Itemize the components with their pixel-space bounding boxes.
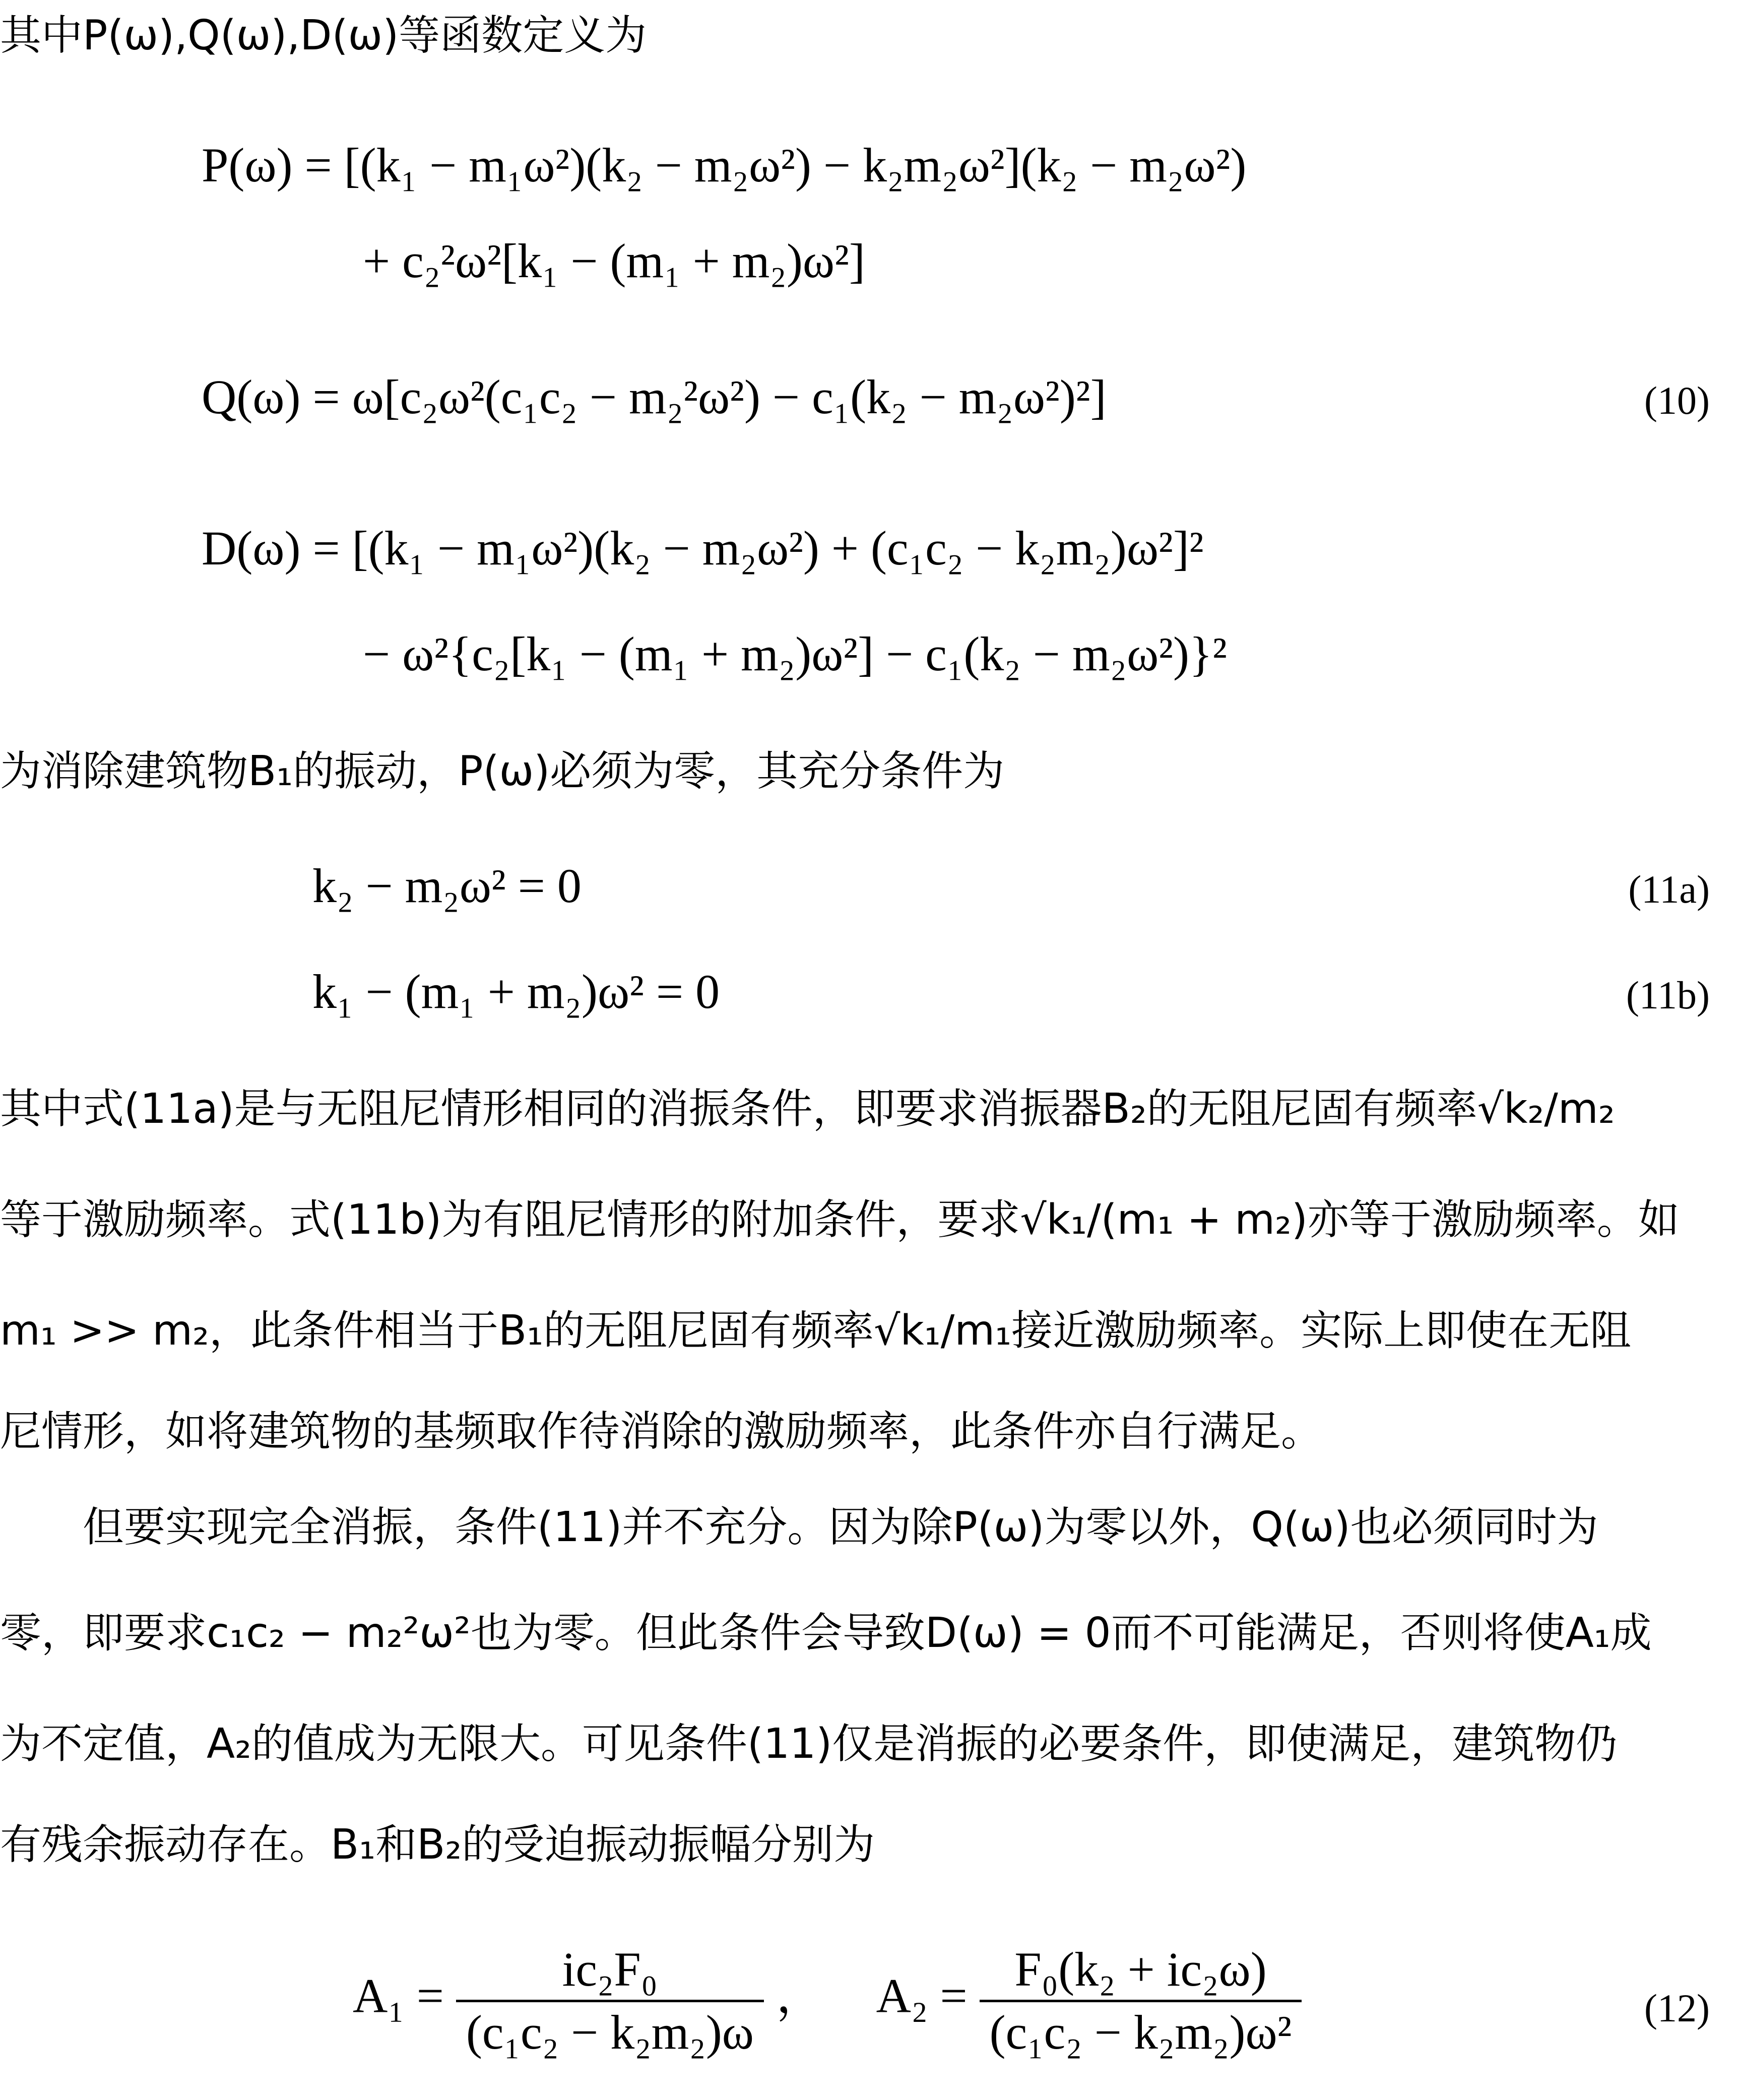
equation-d-line-2: − ω²{c₂[k₁ − (m₁ + m₂)ω²] − c₁(k₂ − m₂ω²)}² <box>363 627 1227 681</box>
paragraph-2-line-4: 有残余振动存在。B₁和B₂的受迫振动振幅分别为 <box>0 1821 875 1869</box>
equation-12-a2-numerator: F₀(k₂ + ic₂ω) <box>980 1945 1302 2002</box>
equation-12-a1-lhs: A₁ = <box>353 1968 444 2023</box>
equation-12-a1-numerator: ic₂F₀ <box>456 1945 764 2002</box>
paragraph-1-line-1: 其中式(11a)是与无阻尼情形相同的消振条件，即要求消振器B₂的无阻尼固有频率√k₂/m₂ <box>0 1085 1615 1133</box>
intro-line: 其中P(ω),Q(ω),D(ω)等函数定义为 <box>0 12 647 59</box>
equation-d-line-1: D(ω) = [(k₁ − m₁ω²)(k₂ − m₂ω²) + (c₁c₂ − k₂m₂)ω²]² <box>202 521 1204 575</box>
equation-12 <box>353 1942 1302 2059</box>
equation-p-line-1: P(ω) = [(k₁ − m₁ω²)(k₂ − m₂ω²) − k₂m₂ω²](k₂ − m₂ω²) <box>202 138 1247 192</box>
equation-12-a2-lhs: A₂ = <box>876 1968 968 2023</box>
equation-number-10: (10) <box>1644 378 1710 422</box>
equation-12-a2-fraction <box>980 1942 1302 2059</box>
equation-number-11a: (11a) <box>1628 867 1710 911</box>
equation-p-line-2: + c₂²ω²[k₁ − (m₁ + m₂)ω²] <box>363 234 865 288</box>
paragraph-1-line-3: m₁ >> m₂，此条件相当于B₁的无阻尼固有频率√k₁/m₁接近激励频率。实际上即使在无阻 <box>0 1307 1632 1355</box>
equation-12-a1-fraction <box>456 1942 764 2059</box>
equation-12-a1-denominator: (c₁c₂ − k₂m₂)ω <box>466 2005 754 2059</box>
paragraph-1-line-4: 尼情形，如将建筑物的基频取作待消除的激励频率，此条件亦自行满足。 <box>0 1408 1323 1455</box>
paragraph-2-line-1: 但要实现完全消振，条件(11)并不充分。因为除P(ω)为零以外，Q(ω)也必须同时为 <box>83 1503 1598 1551</box>
equation-q: Q(ω) = ω[c₂ω²(c₁c₂ − m₂²ω²) − c₁(k₂ − m₂ω²)²] <box>202 370 1107 424</box>
equation-12-separator: ， <box>776 1967 824 2024</box>
paragraph-1-line-2: 等于激励频率。式(11b)为有阻尼情形的附加条件，要求√k₁/(m₁ + m₂)亦等于激励频率。如 <box>0 1196 1680 1244</box>
equation-number-11b: (11b) <box>1626 973 1710 1017</box>
equation-number-12: (12) <box>1644 1986 1710 2030</box>
condition-intro-line: 为消除建筑物B₁的振动，P(ω)必须为零，其充分条件为 <box>0 747 1005 795</box>
equation-12-a2-denominator: (c₁c₂ − k₂m₂)ω² <box>989 2005 1292 2059</box>
equation-11a: k₂ − m₂ω² = 0 <box>312 859 582 913</box>
paragraph-2-line-2: 零，即要求c₁c₂ − m₂²ω²也为零。但此条件会导致D(ω) = 0而不可能满足，否则将使A₁成 <box>0 1609 1652 1657</box>
paragraph-2-line-3: 为不定值，A₂的值成为无限大。可见条件(11)仅是消振的必要条件，即使满足，建筑物仍 <box>0 1720 1618 1768</box>
equation-11b: k₁ − (m₁ + m₂)ω² = 0 <box>312 965 720 1019</box>
